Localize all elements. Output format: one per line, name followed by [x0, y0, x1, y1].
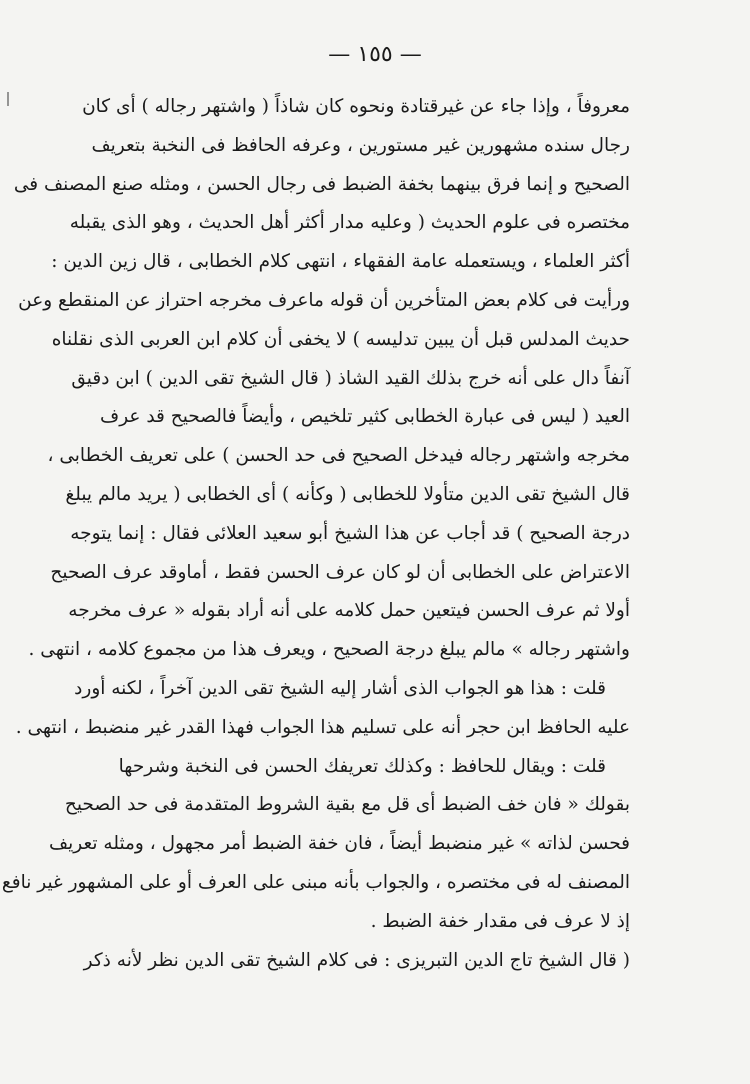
text-line: رجال سنده مشهورين غير مستورين ، وعرفه الحافظ فى النخبة بتعريف: [91, 134, 630, 156]
text-line: واشتهر رجاله » مالم يبلغ درجة الصحيح ، ويعرف هذا من مجموع كلامه ، انتهى .: [28, 639, 630, 661]
text-line: مختصره فى علوم الحديث ( وعليه مدار أكثر أهل الحديث ، وهو الذى يقبله: [69, 212, 630, 234]
text-line: المصنف له فى مختصره ، والجواب بأنه مبنى على العرف أو على المشهور غير نافع: [1, 871, 630, 893]
margin-mark: [7, 92, 9, 106]
text-line: درجة الصحيح ) قد أجاب عن هذا الشيخ أبو سعيد العلائى فقال : إنما يتوجه: [70, 522, 630, 544]
body-text: [1, 88, 630, 980]
text-line: معروفاً ، وإذا جاء عن غيرقتادة ونحوه كان شاذاً ( واشتهر رجاله ) أى كان: [82, 96, 630, 117]
text-line: أولا ثم عرف الحسن فيتعين حمل كلامه على أنه أراد بقوله « عرف مخرجه: [68, 600, 630, 622]
text-line: حديث المدلس قبل أن يبين تدليسه ) لا يخفى أن كلام ابن العربى الذى نقلناه: [51, 328, 630, 350]
text-line: الصحيح و إنما فرق بينهما بخفة الضبط فى رجال الحسن ، ومثله صنع المصنف فى: [13, 173, 630, 195]
text-line: آنفاً دال على أنه خرج بذلك القيد الشاذ ( قال الشيخ تقى الدين ) ابن دقيق: [71, 367, 630, 389]
text-line: بقولك « فان خف الضبط أى قل مع بقية الشروط المتقدمة فى حد الصحيح: [64, 794, 630, 816]
text-line: قلت : هذا هو الجواب الذى أشار إليه الشيخ تقى الدين آخراً ، لكنه أورد: [74, 677, 606, 699]
text-line: فحسن لذاته » غير منضبط أيضاً ، فان خفة الضبط أمر مجهول ، ومثله تعريف: [48, 833, 630, 855]
text-line: إذ لا عرف فى مقدار خفة الضبط .: [370, 910, 630, 932]
text-line: ( قال الشيخ تاج الدين التبريزى : فى كلام الشيخ تقى الدين نظر لأنه ذكر: [83, 949, 630, 971]
text-line: أكثر العلماء ، ويستعمله عامة الفقهاء ، انتهى كلام الخطابى ، قال زين الدين :: [51, 251, 630, 273]
text-line: العيد ( ليس فى عبارة الخطابى كثير تلخيص ، وأيضاً فالصحيح قد عرف: [100, 406, 630, 428]
text-line: الاعتراض على الخطابى أن لو كان عرف الحسن فقط ، أماوقد عرف الصحيح: [50, 561, 630, 583]
page-number: — ١٥٥ —: [328, 42, 422, 67]
text-line: ورأيت فى كلام بعض المتأخرين أن قوله ماعرف مخرجه احتراز عن المنقطع وعن: [18, 289, 630, 311]
text-line: قال الشيخ تقى الدين متأولا للخطابى ( وكأنه ) أى الخطابى ( يريد مالم يبلغ: [65, 483, 630, 505]
text-line: عليه الحافظ ابن حجر أنه على تسليم هذا الجواب فهذا القدر غير منضبط ، انتهى .: [15, 716, 630, 738]
text-line: مخرجه واشتهر رجاله فيدخل الصحيح فى حد الحسن ) على تعريف الخطابى ،: [47, 445, 630, 467]
text-line: قلت : ويقال للحافظ : وكذلك تعريفك الحسن فى النخبة وشرحها: [118, 755, 606, 777]
